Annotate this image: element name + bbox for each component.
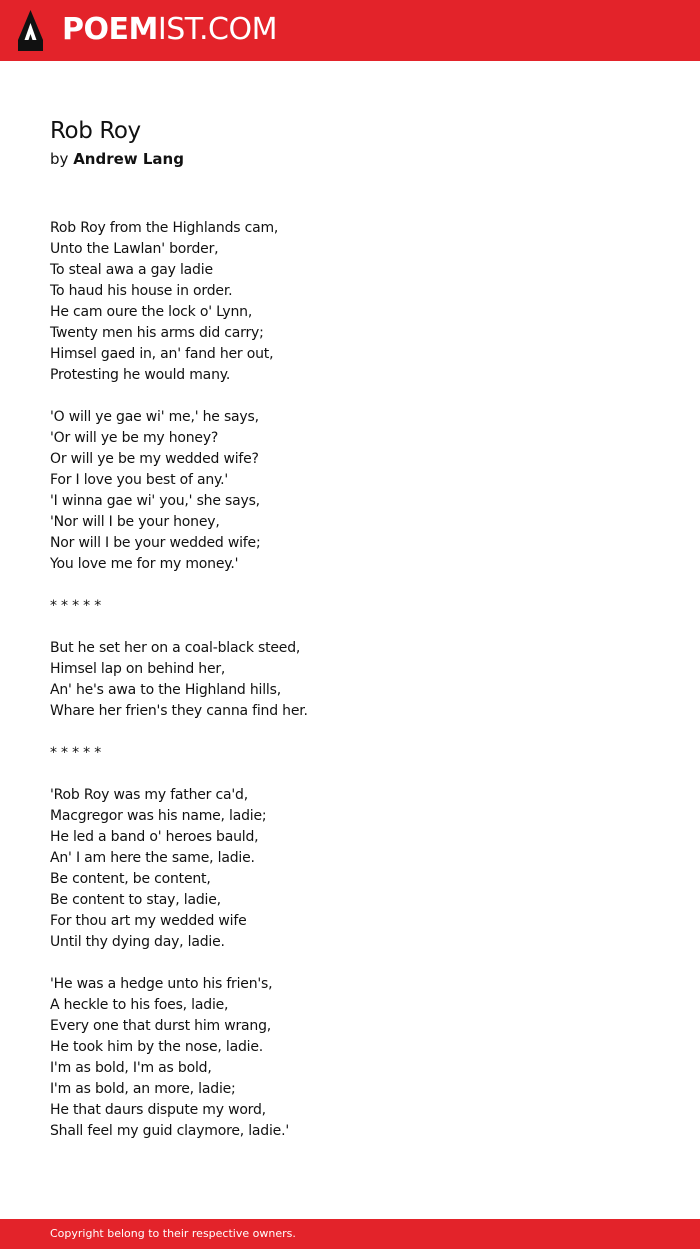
poem-line: He took him by the nose, ladie. — [50, 1039, 264, 1055]
poem-line: He that daurs dispute my word, — [50, 1102, 266, 1118]
poem-line: For thou art my wedded wife — [50, 913, 247, 929]
pencil-tip-icon[interactable] — [18, 10, 43, 51]
poem-body — [50, 218, 650, 1163]
stanza — [50, 785, 650, 953]
poem-line: * * * * * — [50, 745, 102, 761]
poem-line: Be content to stay, ladie, — [50, 892, 221, 908]
poem-line: He cam oure the lock o' Lynn, — [50, 304, 253, 320]
poem-line: He led a band o' heroes bauld, — [50, 829, 259, 845]
stanza — [50, 638, 650, 722]
poem-line: 'Nor will I be your honey, — [50, 514, 220, 530]
poem-line: An' he's awa to the Highland hills, — [50, 682, 281, 698]
by-label: by — [50, 150, 69, 168]
poem-line: Nor will I be your wedded wife; — [50, 535, 261, 551]
poem-line: * * * * * — [50, 598, 102, 614]
site-header — [0, 0, 700, 61]
stanza — [50, 743, 650, 764]
site-logo-link[interactable] — [62, 12, 277, 48]
poem-line: Shall feel my guid claymore, ladie.' — [50, 1123, 289, 1139]
poem-line: You love me for my money.' — [50, 556, 239, 572]
poem-line: Protesting he would many. — [50, 367, 231, 383]
poem-line: Whare her frien's they canna find her. — [50, 703, 308, 719]
poem-line: 'Or will ye be my honey? — [50, 430, 219, 446]
poem-line: For I love you best of any.' — [50, 472, 228, 488]
poem-line: Or will ye be my wedded wife? — [50, 451, 259, 467]
poem-line: Himsel gaed in, an' fand her out, — [50, 346, 274, 362]
poem-line: Every one that durst him wrang, — [50, 1018, 272, 1034]
poem-byline — [50, 148, 184, 170]
poem-line: To steal awa a gay ladie — [50, 262, 213, 278]
site-footer — [0, 1219, 700, 1249]
poem-line: I'm as bold, I'm as bold, — [50, 1060, 212, 1076]
poem-line: 'O will ye gae wi' me,' he says, — [50, 409, 259, 425]
poem-author: Andrew Lang — [73, 150, 184, 168]
poem-line: Unto the Lawlan' border, — [50, 241, 219, 257]
poem-line: Rob Roy from the Highlands cam, — [50, 220, 279, 236]
poem-line: 'Rob Roy was my father ca'd, — [50, 787, 248, 803]
stanza — [50, 974, 650, 1142]
poem-line: Be content, be content, — [50, 871, 211, 887]
poem-line: Macgregor was his name, ladie; — [50, 808, 267, 824]
brand-name-bold: POEM — [62, 12, 158, 47]
stanza — [50, 596, 650, 617]
brand-name-light: IST.COM — [157, 12, 277, 47]
poem-line: I'm as bold, an more, ladie; — [50, 1081, 236, 1097]
stanza — [50, 407, 650, 575]
stanza — [50, 218, 650, 386]
poem-line: 'I winna gae wi' you,' she says, — [50, 493, 260, 509]
poem-line: An' I am here the same, ladie. — [50, 850, 255, 866]
poem-line: Himsel lap on behind her, — [50, 661, 226, 677]
poem-line: Until thy dying day, ladie. — [50, 934, 225, 950]
poem-line: But he set her on a coal-black steed, — [50, 640, 301, 656]
copyright-text: Copyright belong to their respective owners. — [50, 1227, 296, 1240]
poem-title: Rob Roy — [50, 118, 141, 144]
poem-line: 'He was a hedge unto his frien's, — [50, 976, 273, 992]
poem-line: A heckle to his foes, ladie, — [50, 997, 229, 1013]
poem-line: To haud his house in order. — [50, 283, 233, 299]
poem-line: Twenty men his arms did carry; — [50, 325, 264, 341]
